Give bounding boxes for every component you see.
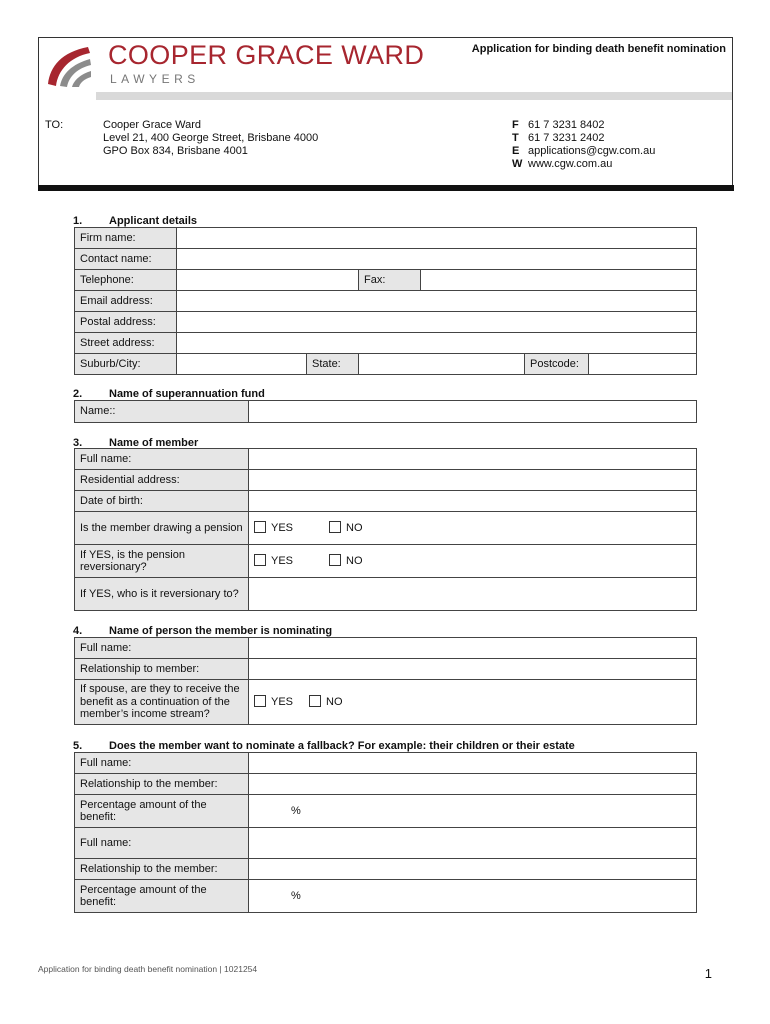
fax-label: Fax: [359,270,421,291]
fallback-1-full-name-label: Full name: [75,753,249,774]
fallback-table [74,752,697,913]
spouse-yes-option[interactable] [254,695,309,709]
reversionary-to-question: If YES, who is it reversionary to? [75,578,249,611]
logo-subtitle: LAWYERS [110,72,200,86]
option-label: NO [346,522,363,535]
email-label: Email address: [75,291,177,312]
contact-key: E [512,145,520,157]
option-label: NO [326,696,343,709]
address-line: GPO Box 834, Brisbane 4001 [103,145,248,157]
section-heading: Does the member want to nominate a fallback? For example: their children or their estate [109,740,575,752]
logo-swoosh-icon [44,44,92,88]
state-label: State: [307,354,359,375]
postcode-field[interactable] [589,354,697,375]
residential-address-label: Residential address: [75,470,249,491]
postcode-label: Postcode: [525,354,589,375]
section-4-title [73,625,332,637]
checkbox[interactable] [309,695,321,707]
percent-sign: % [291,889,301,902]
header-divider [96,92,732,100]
contact-key: W [512,158,523,170]
section-number: 2. [73,388,83,400]
firm-name-field[interactable] [177,228,697,249]
address-line: Level 21, 400 George Street, Brisbane 4000 [103,132,319,144]
section-number: 5. [73,740,83,752]
fallback-2-relationship-label: Relationship to the member: [75,859,249,880]
percent-sign: % [291,804,301,817]
reversionary-yes-option[interactable] [254,554,329,568]
section-heading: Name of member [109,437,199,449]
telephone-field[interactable] [177,270,359,291]
postal-address-label: Postal address: [75,312,177,333]
checkbox[interactable] [254,521,266,533]
contact-value: 61 7 3231 2402 [528,132,605,144]
fallback-1-full-name-field[interactable] [249,753,697,774]
fallback-1-percentage-label: Percentage amount of the benefit: [75,795,249,828]
applicant-details-table [74,227,697,375]
contact-email [512,145,655,157]
reversionary-to-field[interactable] [249,578,697,611]
option-label: YES [271,522,294,535]
nominee-full-name-field[interactable] [249,638,697,659]
contact-key: T [512,132,519,144]
pension-yes-option[interactable] [254,521,329,535]
to-label: TO: [45,119,64,131]
superannuation-fund-table [74,400,697,423]
postal-address-field[interactable] [177,312,697,333]
fund-name-label: Name:: [75,401,249,423]
nominee-full-name-label: Full name: [75,638,249,659]
header-bottom-bar [38,185,734,191]
dob-field[interactable] [249,491,697,512]
contact-key: F [512,119,519,131]
firm-name-label: Firm name: [75,228,177,249]
suburb-field[interactable] [177,354,307,375]
member-table [74,448,697,611]
fallback-2-full-name-label: Full name: [75,828,249,859]
telephone-label: Telephone: [75,270,177,291]
section-5-title [73,740,575,752]
option-label: YES [271,696,294,709]
contact-web [512,158,612,170]
section-number: 1. [73,215,83,227]
section-heading: Name of person the member is nominating [109,625,333,637]
spouse-no-option[interactable] [309,696,343,708]
fallback-2-percentage-label: Percentage amount of the benefit: [75,880,249,913]
suburb-label: Suburb/City: [75,354,177,375]
reversionary-options [249,545,697,578]
pension-question: Is the member drawing a pension [75,512,249,545]
document-title: Application for binding death benefit nomination [471,43,726,55]
pension-options [249,512,697,545]
fallback-2-full-name-field[interactable] [249,828,697,859]
contact-phone [512,132,604,144]
nominee-table [74,637,697,725]
logo-name: COOPER GRACE WARD [108,40,425,70]
checkbox[interactable] [254,695,266,707]
checkbox[interactable] [254,554,266,566]
contact-value: www.cgw.com.au [528,158,613,170]
nominee-relationship-label: Relationship to member: [75,659,249,680]
footer-text: Application for binding death benefit nomination | 1021254 [38,964,258,974]
street-address-field[interactable] [177,333,697,354]
fund-name-field[interactable] [249,401,697,423]
contact-fax [512,119,604,131]
section-1-title [73,215,197,227]
street-address-label: Street address: [75,333,177,354]
option-label: NO [346,555,363,568]
nominee-relationship-field[interactable] [249,659,697,680]
spouse-options [249,680,697,725]
residential-address-field[interactable] [249,470,697,491]
page-number: 1 [704,966,712,981]
section-heading: Name of superannuation fund [109,388,265,400]
member-full-name-field[interactable] [249,449,697,470]
fax-field[interactable] [421,270,697,291]
option-label: YES [271,555,294,568]
reversionary-no-option[interactable] [329,555,363,567]
spouse-question: If spouse, are they to receive the benefit as a continuation of the member’s income stream? [75,680,249,725]
section-heading: Applicant details [109,215,198,227]
section-number: 4. [73,625,83,637]
checkbox[interactable] [329,521,341,533]
section-2-title [73,388,265,400]
contact-value: applications@cgw.com.au [528,145,656,157]
contact-value: 61 7 3231 8402 [528,119,605,131]
contact-name-label: Contact name: [75,249,177,270]
fallback-1-relationship-field[interactable] [249,774,697,795]
pension-no-option[interactable] [329,522,363,534]
address-line: Cooper Grace Ward [103,119,202,131]
fallback-1-relationship-label: Relationship to the member: [75,774,249,795]
fallback-2-percentage-field[interactable] [249,880,697,913]
reversionary-question: If YES, is the pension reversionary? [75,545,249,578]
email-field[interactable] [177,291,697,312]
state-field[interactable] [359,354,525,375]
checkbox[interactable] [329,554,341,566]
member-full-name-label: Full name: [75,449,249,470]
fallback-2-relationship-field[interactable] [249,859,697,880]
fallback-1-percentage-field[interactable] [249,795,697,828]
section-number: 3. [73,437,83,449]
contact-name-field[interactable] [177,249,697,270]
dob-label: Date of birth: [75,491,249,512]
